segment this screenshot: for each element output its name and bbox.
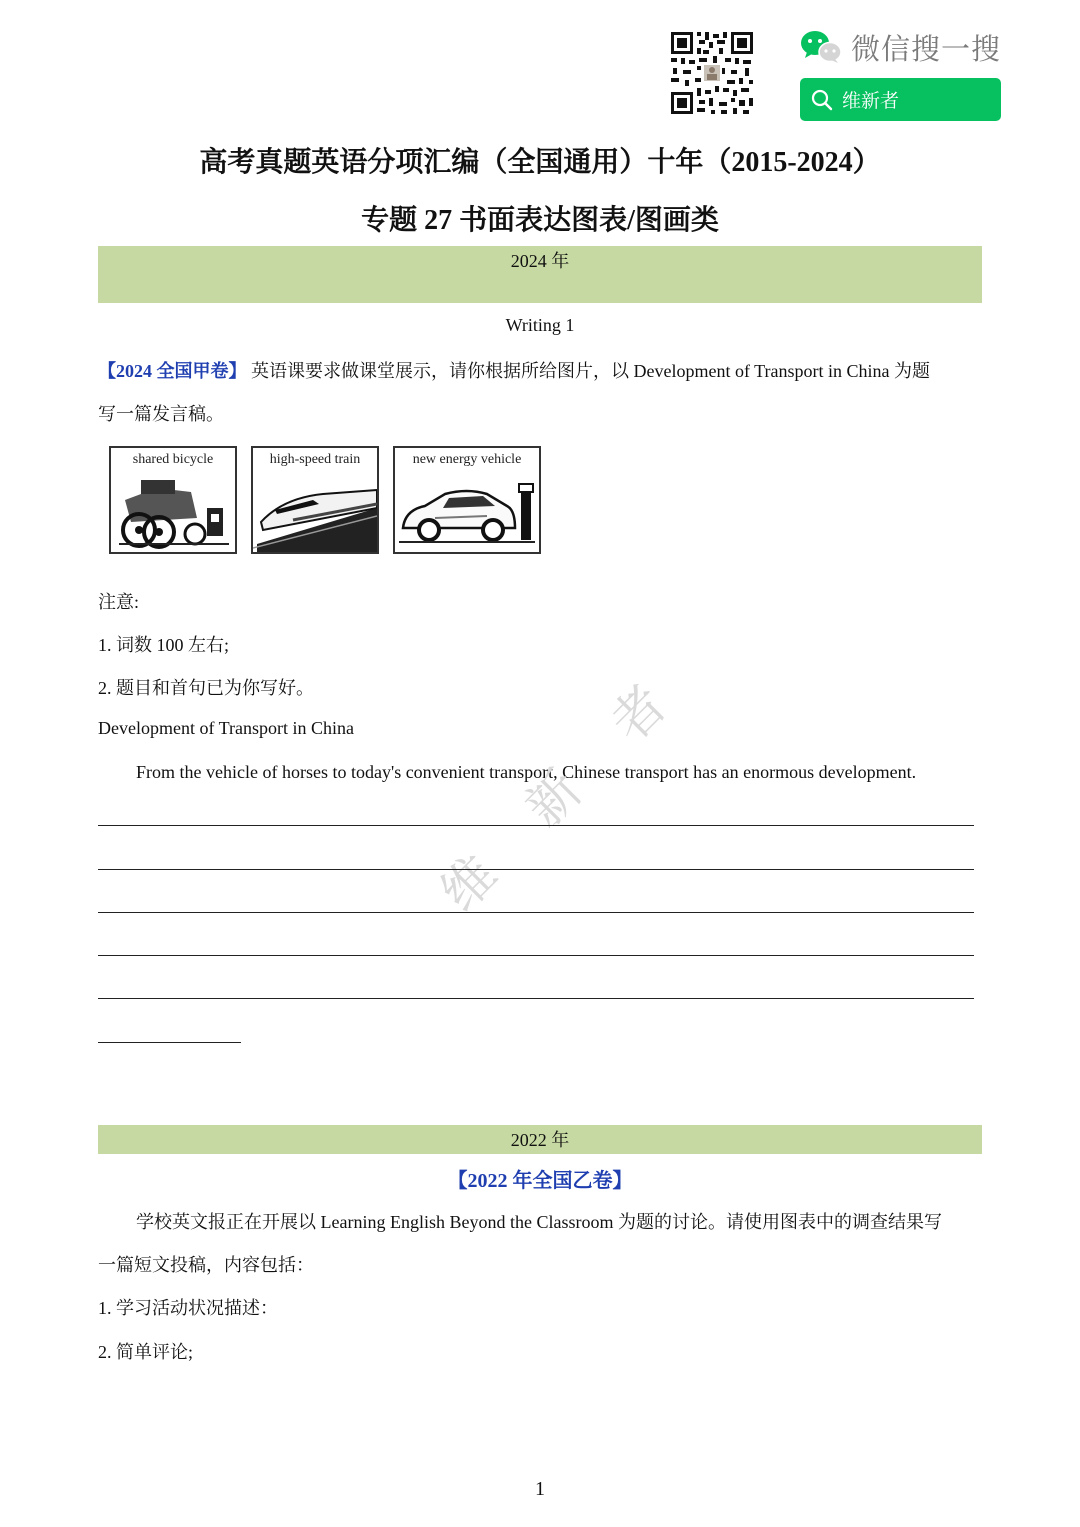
car-drawing	[395, 448, 539, 552]
section-band-2022-label: 2022 年	[510, 1130, 570, 1150]
train-drawing	[253, 448, 377, 552]
prompt-2022-line2: 一篇短文投稿，内容包括：	[98, 1255, 314, 1275]
watermark-char: 者	[599, 674, 679, 754]
picture-label-shared-bicycle: shared bicycle	[132, 452, 214, 467]
qr-code-graphic	[669, 30, 755, 116]
essay-title: Development of Transport in China	[98, 718, 354, 738]
writing-label: Writing 1	[505, 315, 575, 335]
requirement-1: 1. 学习活动状况描述：	[98, 1298, 278, 1318]
answer-line-short	[98, 1042, 241, 1043]
qr-code	[669, 30, 755, 116]
answer-line	[98, 869, 974, 870]
answer-line	[98, 912, 974, 913]
picture-high-speed-train	[251, 446, 379, 554]
picture-new-energy-vehicle	[393, 446, 541, 554]
source-tag-2022: 【2022 年全国乙卷】	[447, 1170, 633, 1192]
source-tag-2024: 【2024 全国甲卷】	[98, 361, 247, 381]
answer-line	[98, 998, 974, 999]
essay-first-sentence: From the vehicle of horses to today's convenient transport, Chinese transport has an enormous development.	[136, 762, 917, 782]
search-button-text: 维新者	[842, 90, 900, 112]
search-icon	[810, 88, 834, 112]
picture-shared-bicycle	[109, 446, 237, 554]
picture-label-high-speed-train: high-speed train	[269, 452, 361, 467]
wechat-search-label: 微信搜一搜	[851, 32, 1002, 66]
watermark-char: 新	[514, 759, 594, 839]
note-word-count: 1. 词数 100 左右;	[98, 635, 230, 655]
prompt-2024-line2: 写一篇发言稿。	[98, 404, 224, 424]
carriage-drawing	[111, 448, 235, 552]
wechat-search-button[interactable]	[800, 78, 1001, 121]
section-band-2022	[98, 1125, 982, 1154]
requirement-2: 2. 简单评论;	[98, 1342, 194, 1362]
prompt-2024-text: 英语课要求做课堂展示，请你根据所给图片，以 Development of Transport in China 为题	[246, 361, 930, 381]
note-title-given: 2. 题目和首句已为你写好。	[98, 678, 314, 698]
document-title: 高考真题英语分项汇编（全国通用）十年（2015-2024）	[199, 147, 881, 178]
watermark-char: 维	[429, 844, 510, 924]
watermark	[378, 603, 732, 957]
answer-line	[98, 825, 974, 826]
wechat-logo-icon	[800, 30, 842, 64]
section-band-2024-label: 2024 年	[510, 251, 570, 271]
picture-label-new-energy-vehicle: new energy vehicle	[412, 452, 522, 467]
answer-line	[98, 955, 974, 956]
page-number: 1	[535, 1478, 545, 1500]
prompt-2024-line1	[98, 357, 930, 383]
section-band-2024	[98, 246, 982, 303]
prompt-2022-line1: 学校英文报正在开展以 Learning English Beyond the Classroom 为题的讨论。请使用图表中的调查结果写	[136, 1212, 942, 1232]
note-heading: 注意:	[98, 592, 140, 612]
document-subtitle: 专题 27 书面表达图表/图画类	[361, 205, 719, 236]
